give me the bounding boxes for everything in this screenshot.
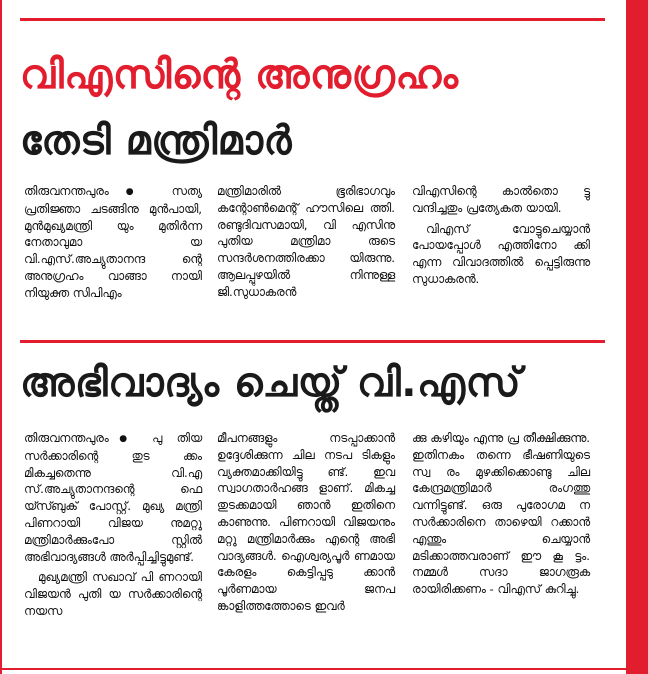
story2-column-2	[217, 430, 395, 619]
story1-headline-line2: തേടി മന്ത്രിമാർ	[20, 118, 293, 164]
story2-dateline: തിരുവനന്തപുരം	[24, 431, 109, 445]
story1-column-3	[412, 183, 590, 292]
story2-col3-para1: ക്കു കഴിയും എന്നു പ്ര തീക്ഷിക്കുന്നു. ഇതിനകം തന്നെ ഭീഷണിയുടെ സ്വ രം മുഴക്കിക്കൊണ്ടു ചില കേന്ദ്രമന്ത്രിമാർ രംഗത്തു വന്നിട്ടുണ്ട്. ഒരു പുരോഗമ ന സർക്കാരിനെ താഴെയി റക്കാൻ എന്തും ചെയ്യാൻ മടിക്കാത്തവരാണ് ഈ കൂ ട്ടം. നമ്മൾ സദാ ജാഗരൂക രായിരിക്കണം - വിഎസ് കുറിച്ചു.	[412, 431, 590, 597]
bullet-icon: ●	[108, 434, 138, 444]
story1-col2-para1: മന്ത്രിമാരിൽ ഭൂരിഭാഗവും കന്റോൺമെന്റ് ഹൗസിലെ ത്തി. രണ്ടുദിവസമായി, വി എസിനു പുതിയ മന്ത്രിമാ രുടെ സന്ദർശനത്തിരക്കാ യിരുന്നു. ആലപ്പുഴയിൽ നിന്നുള്ള ജി.സുധാകരൻ	[217, 184, 395, 299]
right-red-bar	[626, 0, 648, 674]
story2-column-3	[412, 430, 590, 602]
story2-headline: അഭിവാദ്യം ചെയ്ത് വി.എസ്	[20, 360, 522, 406]
bullet-icon: ●	[108, 187, 151, 197]
top-rule	[20, 18, 605, 21]
story2-col2-para1: മീപനങ്ങളും നടപ്പാക്കാൻ ഉദ്ദേശിക്കുന്ന ചില നടപ ടികളും വ്യക്തമാക്കിയിട്ടു ണ്ട്. ഇവ സ്വാഗതാർഹങ്ങ ളാണ്. മികച്ച തുടക്കമായി ഞാൻ ഇതിനെ കാണുന്നു. പിണറായി വിജയനും മറ്റു മന്ത്രിമാർക്കും എന്റെ അഭി വാദ്യങ്ങൾ. ഐശ്വര്യപൂർ ണമായ കേരളം കെട്ടിപ്പടു ക്കാൻ പൂർണമായ ജനപ ങ്കാളിത്തത്തോടെ ഇവർ	[217, 431, 395, 613]
story1-column-2	[217, 183, 395, 305]
story1-dateline: തിരുവനന്തപുരം	[24, 184, 109, 198]
story1-col3-para1: വിഎസിന്റെ കാൽതൊ ട്ടു വന്ദിച്ചതും പ്രത്യേകത യായി.	[412, 184, 590, 215]
story2-col1-para2: മുഖ്യമന്ത്രി സഖാവ് പി ണറായി വിജയൻ പുതി യ സർക്കാരിന്റെ നയസ	[24, 570, 202, 618]
story2-col1-para1: പു തിയ സർക്കാരിന്റെ തുട ക്കം മികച്ചതെന്നു വി.എ സ്.അച്യുതാനന്ദന്റെ ഫെ യ്സ്ബുക് പോസ്റ്റ്. മുഖ്യ മന്ത്രി പിണറായി വിജയ നുമറ്റു മന്ത്രിമാർക്കുംപോ സ്റ്റിൽ അഭിവാദ്യങ്ങൾ അർപ്പിച്ചിട്ടുമുണ്ട്.	[24, 431, 202, 564]
story1-headline-line1: വിഎസിന്റെ അനുഗ്രഹം	[20, 52, 459, 98]
story2-column-1	[24, 430, 202, 624]
section-divider	[20, 340, 605, 343]
story1-column-1	[24, 183, 202, 306]
story1-col1-para1: സത്യ പ്രതിജ്ഞാ ചടങ്ങിനു മുൻപായി, മുൻമുഖ്യമന്ത്രി യും മുതിർന്ന നേതാവുമാ യ വി.എസ്.അച്യുതാനന്ദ ന്റെ അനുഗ്രഹം വാങ്ങാ നായി നിയുക്ത സിപിഎം	[24, 184, 203, 300]
story1-col3-para2: വിഎസ് വോട്ടുചെയ്യാൻ പോയപ്പോൾ എത്തിനോ ക്കി എന്ന വിവാദത്തിൽ പ്പെട്ടിരുന്നു സുധാകരൻ.	[412, 221, 590, 286]
bottom-rule	[2, 668, 628, 670]
